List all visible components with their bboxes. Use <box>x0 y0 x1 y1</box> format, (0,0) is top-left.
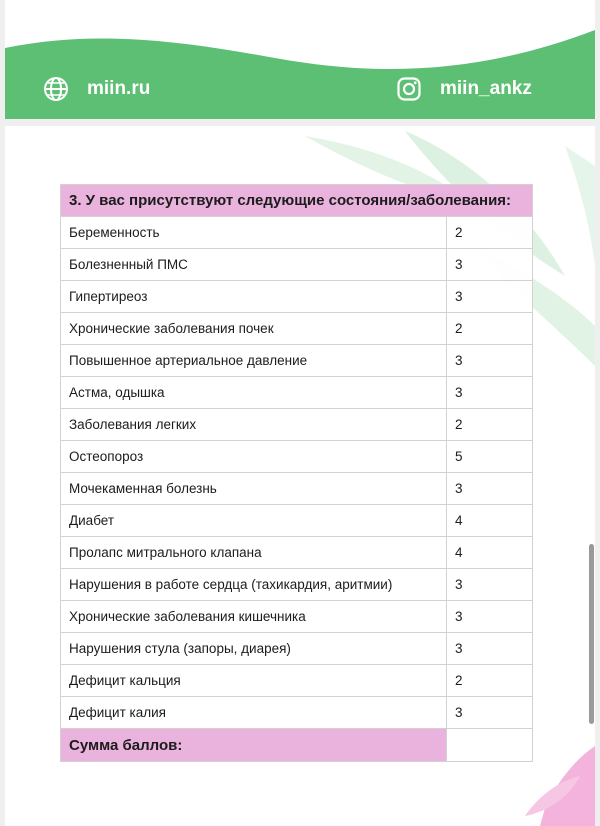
score-cell: 3 <box>447 281 533 313</box>
survey-page <box>5 126 595 826</box>
instagram-icon <box>396 76 422 102</box>
score-cell: 3 <box>447 473 533 505</box>
score-cell: 2 <box>447 409 533 441</box>
table-row <box>61 665 533 697</box>
table-title: 3. У вас присутствуют следующие состояния/заболевания: <box>61 185 533 217</box>
scrollbar[interactable] <box>589 544 594 724</box>
score-cell: 2 <box>447 313 533 345</box>
table-row <box>61 313 533 345</box>
condition-cell: Беременность <box>61 217 447 249</box>
condition-cell: Диабет <box>61 505 447 537</box>
table-row <box>61 569 533 601</box>
score-cell: 2 <box>447 217 533 249</box>
table-row <box>61 537 533 569</box>
score-cell: 3 <box>447 697 533 729</box>
condition-cell: Болезненный ПМС <box>61 249 447 281</box>
condition-cell: Дефицит калия <box>61 697 447 729</box>
table-row <box>61 697 533 729</box>
score-cell: 3 <box>447 633 533 665</box>
score-cell: 3 <box>447 249 533 281</box>
condition-cell: Хронические заболевания почек <box>61 313 447 345</box>
score-cell: 4 <box>447 505 533 537</box>
condition-cell: Дефицит кальция <box>61 665 447 697</box>
score-cell: 4 <box>447 537 533 569</box>
condition-cell: Повышенное артериальное давление <box>61 345 447 377</box>
table-row <box>61 249 533 281</box>
score-cell: 3 <box>447 345 533 377</box>
score-cell: 2 <box>447 665 533 697</box>
table-row <box>61 377 533 409</box>
condition-cell: Нарушения в работе сердца (тахикардия, аритмии) <box>61 569 447 601</box>
table-row <box>61 281 533 313</box>
previous-page-footer <box>5 0 595 119</box>
table-row <box>61 633 533 665</box>
table-row <box>61 473 533 505</box>
globe-icon <box>43 76 69 102</box>
condition-cell: Пролапс митрального клапана <box>61 537 447 569</box>
score-cell: 3 <box>447 569 533 601</box>
sum-row <box>61 729 533 762</box>
condition-cell: Мочекаменная болезнь <box>61 473 447 505</box>
table-row <box>61 217 533 249</box>
footer-website-link[interactable] <box>43 76 150 102</box>
footer-instagram-link[interactable] <box>396 76 532 102</box>
condition-cell: Заболевания легких <box>61 409 447 441</box>
table-header-row <box>61 185 533 217</box>
table-row <box>61 409 533 441</box>
condition-cell: Остеопороз <box>61 441 447 473</box>
sum-value-field[interactable] <box>447 729 533 762</box>
score-cell: 5 <box>447 441 533 473</box>
condition-cell: Хронические заболевания кишечника <box>61 601 447 633</box>
sum-label: Сумма баллов: <box>61 729 447 762</box>
score-cell: 3 <box>447 601 533 633</box>
conditions-table <box>60 184 533 762</box>
footer-website-text: miin.ru <box>87 78 151 99</box>
table-row <box>61 505 533 537</box>
score-cell: 3 <box>447 377 533 409</box>
condition-cell: Нарушения стула (запоры, диарея) <box>61 633 447 665</box>
footer-instagram-text: miin_ankz <box>440 78 532 99</box>
condition-cell: Гипертиреоз <box>61 281 447 313</box>
table-row <box>61 345 533 377</box>
condition-cell: Астма, одышка <box>61 377 447 409</box>
table-row <box>61 441 533 473</box>
table-row <box>61 601 533 633</box>
